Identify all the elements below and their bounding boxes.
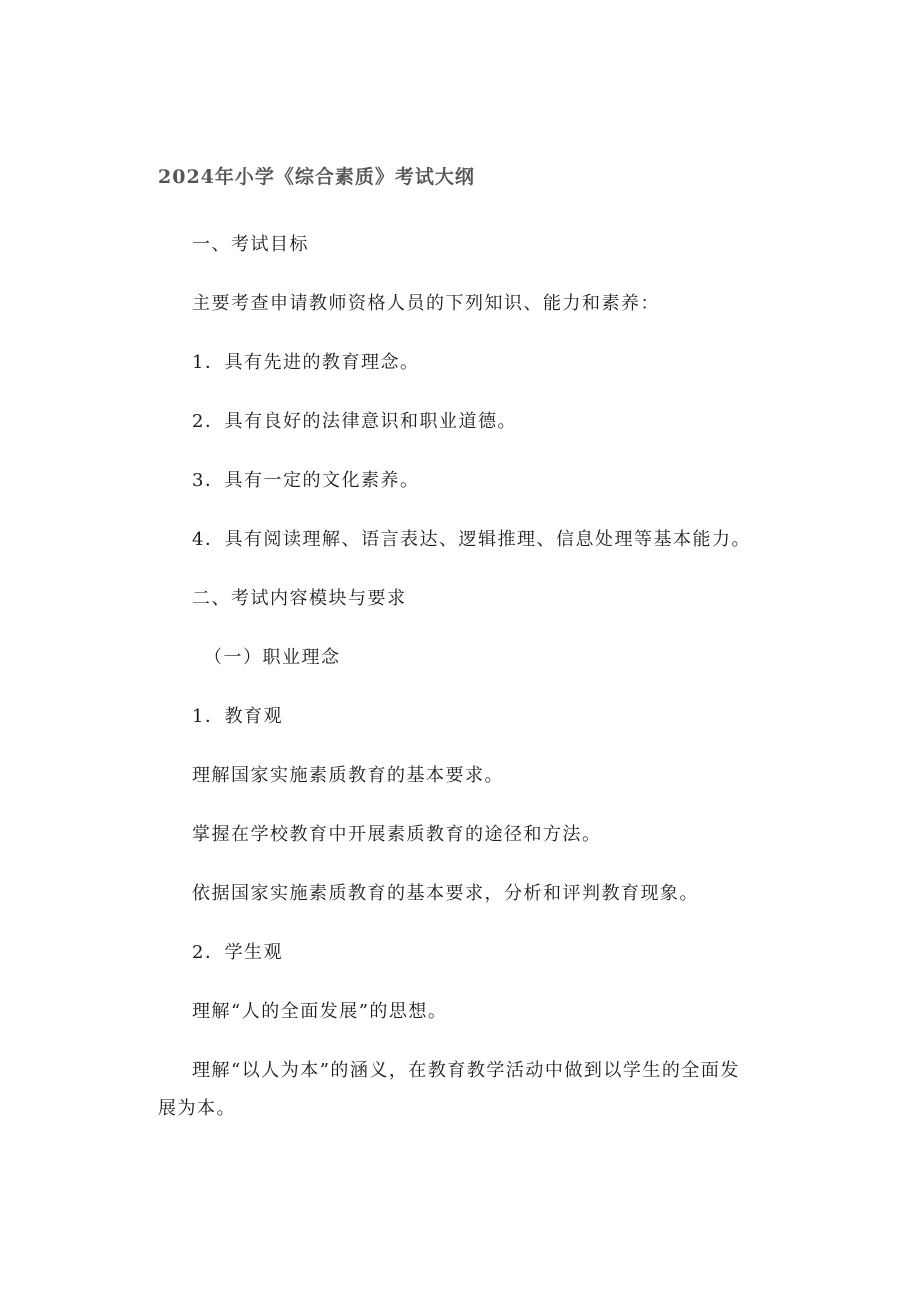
document-title: 2024年小学《综合素质》考试大纲 <box>158 166 475 188</box>
list-item: 1．教育观 <box>192 706 283 727</box>
list-item: 4．具有阅读理解、语言表达、逻辑推理、信息处理等基本能力。 <box>192 529 751 550</box>
list-item: 2．学生观 <box>192 942 283 963</box>
subsection-heading: （一）职业理念 <box>204 647 341 668</box>
paragraph: 依据国家实施素质教育的基本要求，分析和评判教育现象。 <box>192 883 699 904</box>
paragraph: 掌握在学校教育中开展素质教育的途径和方法。 <box>192 824 602 845</box>
section-heading: 二、考试内容模块与要求 <box>192 588 407 609</box>
paragraph: 理解“以人为本”的涵义，在教育教学活动中做到以学生的全面发展为本。 <box>158 1060 740 1119</box>
list-item: 1．具有先进的教育理念。 <box>192 352 420 373</box>
list-item: 2．具有良好的法律意识和职业道德。 <box>192 411 517 432</box>
list-item: 3．具有一定的文化素养。 <box>192 470 420 491</box>
section-heading: 一、考试目标 <box>192 234 309 255</box>
paragraph: 理解“人的全面发展”的思想。 <box>192 1001 448 1022</box>
paragraph: 理解国家实施素质教育的基本要求。 <box>192 765 504 786</box>
paragraph: 主要考查申请教师资格人员的下列知识、能力和素养： <box>192 293 660 314</box>
